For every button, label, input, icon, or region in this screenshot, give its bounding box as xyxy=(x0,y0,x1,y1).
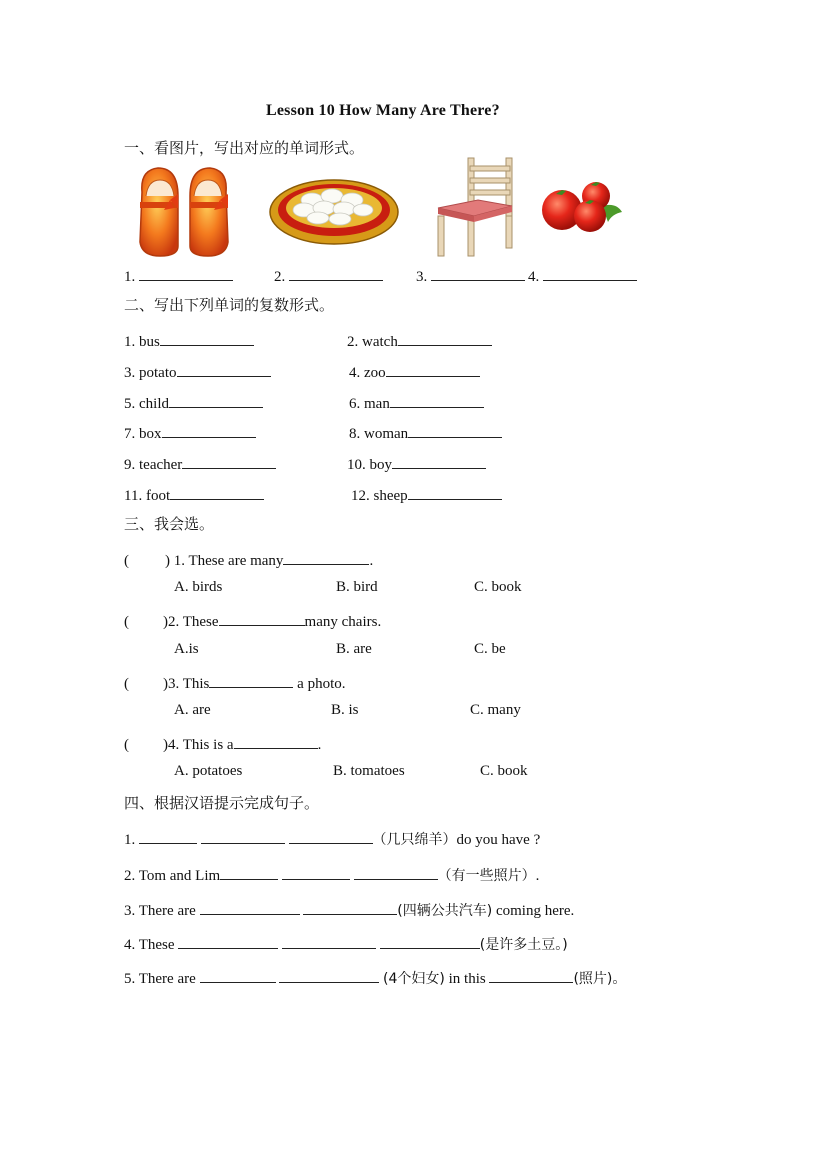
question-stem-end: . xyxy=(317,737,322,753)
section-2-heading: 二、写出下列单词的复数形式。 xyxy=(124,296,335,314)
plural-word: 1. bus xyxy=(124,334,160,350)
answer-blank[interactable] xyxy=(170,484,264,500)
option-c[interactable]: C. many xyxy=(470,702,521,718)
choice-question xyxy=(124,733,321,754)
answer-paren-close: ) xyxy=(163,737,168,753)
plural-word: 5. child xyxy=(124,396,169,412)
answer-blank[interactable] xyxy=(279,967,379,983)
chinese-hint: （有一些照片） xyxy=(437,868,536,884)
shoes-icon xyxy=(134,162,234,258)
answer-paren-close: ) xyxy=(163,614,168,630)
answer-blank[interactable] xyxy=(282,933,376,949)
plural-item[interactable] xyxy=(351,484,502,505)
option-b[interactable]: B. are xyxy=(336,641,372,657)
plural-item[interactable] xyxy=(124,392,263,413)
answer-blank[interactable] xyxy=(201,828,285,844)
plate-of-dumplings-icon xyxy=(268,176,400,246)
option-a[interactable]: A. potatoes xyxy=(174,763,243,779)
plural-item[interactable] xyxy=(347,330,492,351)
answer-blank[interactable] xyxy=(489,967,573,983)
choice-question xyxy=(124,549,373,570)
answer-blank[interactable] xyxy=(182,453,276,469)
chinese-hint: (四辆公共汽车) xyxy=(397,903,493,919)
option-b[interactable]: B. is xyxy=(331,702,359,718)
chinese-hint: (照片)。 xyxy=(573,971,627,987)
answer-blank[interactable] xyxy=(431,265,525,281)
choice-question xyxy=(124,610,381,631)
section-1-heading: 一、看图片，写出对应的单词形式。 xyxy=(124,139,365,157)
option-b[interactable]: B. bird xyxy=(336,579,378,595)
plural-word: 6. man xyxy=(349,396,390,412)
answer-paren-open: ( xyxy=(124,737,129,753)
plural-item[interactable] xyxy=(124,361,271,382)
answer-blank[interactable] xyxy=(390,392,484,408)
answer-blank[interactable] xyxy=(289,265,383,281)
option-c[interactable]: C. book xyxy=(480,763,528,779)
plural-item[interactable] xyxy=(124,484,264,505)
sentence-4 xyxy=(124,933,568,954)
question-stem: 4. This is a xyxy=(168,737,234,753)
pic-answer-3[interactable] xyxy=(416,265,525,286)
option-c[interactable]: C. book xyxy=(474,579,522,595)
answer-blank[interactable] xyxy=(380,933,480,949)
answer-blank[interactable] xyxy=(386,361,480,377)
answer-blank[interactable] xyxy=(139,828,197,844)
section-4-heading: 四、根据汉语提示完成句子。 xyxy=(124,794,320,812)
plural-word: 9. teacher xyxy=(124,457,183,473)
option-a[interactable]: A. are xyxy=(174,702,211,718)
answer-blank[interactable] xyxy=(200,899,300,915)
answer-paren-open: ( xyxy=(124,614,129,630)
question-blank xyxy=(283,549,369,565)
plural-item[interactable] xyxy=(124,453,276,474)
option-a[interactable]: A. birds xyxy=(174,579,223,595)
plural-word: 11. foot xyxy=(124,488,171,504)
answer-blank[interactable] xyxy=(162,422,256,438)
tomatoes-icon xyxy=(540,176,624,236)
question-blank xyxy=(209,672,293,688)
answer-blank[interactable] xyxy=(354,864,438,880)
answer-number: 1. xyxy=(124,269,136,285)
sentence-lead: 5. There are xyxy=(124,971,196,987)
answer-blank[interactable] xyxy=(289,828,373,844)
question-blank xyxy=(219,610,305,626)
pic-answer-4[interactable] xyxy=(528,265,637,286)
answer-blank[interactable] xyxy=(200,967,276,983)
answer-paren-close: ) xyxy=(165,553,170,569)
section-3-heading: 三、我会选。 xyxy=(124,515,215,533)
plural-word: 8. woman xyxy=(349,426,409,442)
plural-item[interactable] xyxy=(347,453,486,474)
sentence-5 xyxy=(124,967,626,988)
answer-paren-open: ( xyxy=(124,676,129,692)
sentence-tail: do you have ? xyxy=(456,832,541,848)
question-stem: 3. This xyxy=(168,676,210,692)
option-b[interactable]: B. tomatoes xyxy=(333,763,405,779)
answer-paren-open: ( xyxy=(124,553,129,569)
plural-item[interactable] xyxy=(124,422,256,443)
answer-blank[interactable] xyxy=(408,422,502,438)
plural-item[interactable] xyxy=(349,392,484,413)
option-c[interactable]: C. be xyxy=(474,641,506,657)
answer-blank[interactable] xyxy=(398,330,492,346)
sentence-lead: 4. These xyxy=(124,937,175,953)
question-stem-end: . xyxy=(369,553,374,569)
question-blank xyxy=(234,733,318,749)
plural-item[interactable] xyxy=(124,330,254,351)
sentence-1 xyxy=(124,828,540,849)
plural-word: 12. sheep xyxy=(351,488,408,504)
option-a[interactable]: A.is xyxy=(174,641,199,657)
question-stem-end: a photo. xyxy=(293,676,346,692)
chinese-hint: (是许多土豆。) xyxy=(479,937,568,953)
sentence-tail: . xyxy=(535,868,540,884)
pic-answer-1[interactable] xyxy=(124,265,233,286)
plural-word: 4. zoo xyxy=(349,365,386,381)
answer-number: 4. xyxy=(528,269,540,285)
answer-blank[interactable] xyxy=(178,933,278,949)
answer-blank[interactable] xyxy=(543,265,637,281)
plural-word: 10. boy xyxy=(347,457,392,473)
question-stem: 2. These xyxy=(168,614,219,630)
answer-blank[interactable] xyxy=(220,864,278,880)
question-stem-end: many chairs. xyxy=(304,614,382,630)
pic-answer-2[interactable] xyxy=(274,265,383,286)
sentence-3 xyxy=(124,899,574,920)
plural-item[interactable] xyxy=(349,422,502,443)
sentence-lead: 2. Tom and Lim xyxy=(124,868,221,884)
answer-number: 2. xyxy=(274,269,286,285)
answer-blank[interactable] xyxy=(139,265,233,281)
sentence-number: 1. xyxy=(124,832,136,848)
answer-blank[interactable] xyxy=(169,392,263,408)
answer-paren-close: ) xyxy=(163,676,168,692)
plural-word: 3. potato xyxy=(124,365,177,381)
sentence-lead: 3. There are xyxy=(124,903,196,919)
page-title: Lesson 10 How Many Are There? xyxy=(266,102,500,119)
chinese-hint: （几只绵羊） xyxy=(372,832,457,848)
answer-blank[interactable] xyxy=(177,361,271,377)
sentence-mid: in this xyxy=(444,971,486,987)
answer-blank[interactable] xyxy=(408,484,502,500)
answer-blank[interactable] xyxy=(160,330,254,346)
sentence-tail: coming here. xyxy=(492,903,575,919)
chair-icon xyxy=(434,156,516,258)
choice-question xyxy=(124,672,345,693)
answer-blank[interactable] xyxy=(282,864,350,880)
plural-item[interactable] xyxy=(349,361,480,382)
answer-blank[interactable] xyxy=(392,453,486,469)
question-stem: 1. These are many xyxy=(173,553,284,569)
plural-word: 7. box xyxy=(124,426,162,442)
plural-word: 2. watch xyxy=(347,334,398,350)
answer-number: 3. xyxy=(416,269,428,285)
chinese-hint: (4个妇女) xyxy=(383,971,445,987)
sentence-2 xyxy=(124,864,539,885)
answer-blank[interactable] xyxy=(303,899,397,915)
